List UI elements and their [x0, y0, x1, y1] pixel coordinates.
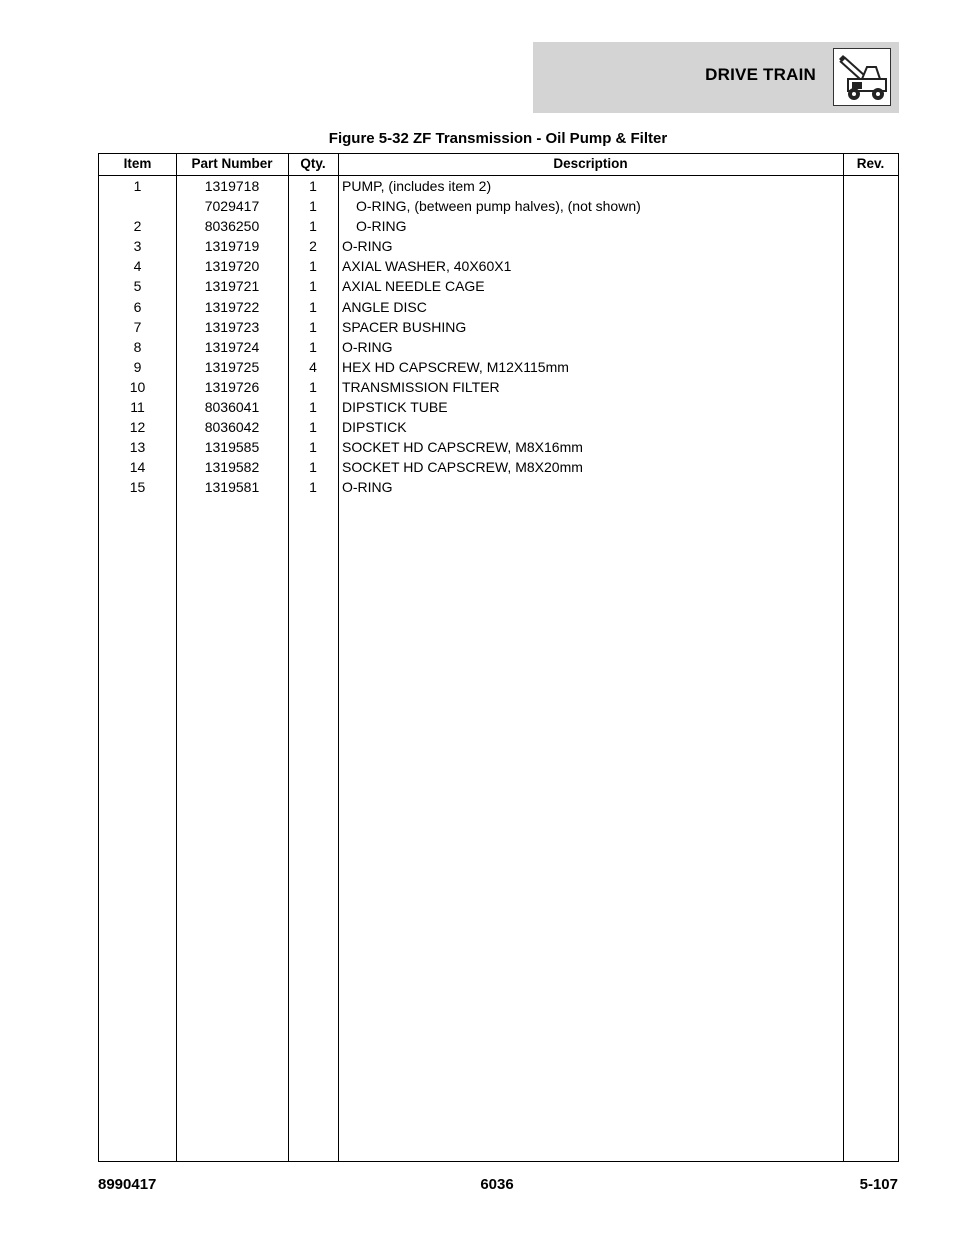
table-row [99, 316, 898, 336]
description-cell: O-RING [342, 238, 393, 255]
item-cell: 5 [133, 278, 142, 295]
table-row [99, 436, 898, 456]
column-header-item: Item [123, 156, 152, 171]
part-number-cell: 8036250 [204, 218, 260, 235]
qty-cell: 1 [309, 459, 317, 476]
column-header-rev: Rev. [856, 156, 885, 171]
description-cell: DIPSTICK TUBE [342, 399, 448, 416]
table-row [99, 356, 898, 376]
part-number-cell: 1319720 [204, 258, 260, 275]
table-row [99, 255, 898, 275]
column-header-qty: Qty. [300, 156, 326, 171]
table-row [99, 275, 898, 295]
machine-drive-train-icon [833, 48, 891, 106]
part-number-cell: 1319585 [204, 439, 260, 456]
description-cell: SOCKET HD CAPSCREW, M8X16mm [342, 439, 583, 456]
qty-cell: 1 [309, 278, 317, 295]
part-number-cell: 1319725 [204, 358, 260, 375]
part-number-cell: 1319718 [204, 178, 260, 194]
description-cell: O-RING [356, 218, 407, 235]
item-cell: 11 [130, 399, 145, 416]
description-cell: O-RING [342, 479, 393, 496]
description-cell: O-RING, (between pump halves), (not shown) [356, 198, 641, 215]
qty-cell: 1 [309, 198, 317, 215]
item-cell: 4 [133, 258, 142, 275]
item-cell: 9 [133, 358, 142, 375]
item-cell: 3 [133, 238, 142, 255]
item-cell: 6 [133, 298, 142, 315]
qty-cell: 1 [309, 258, 317, 275]
section-header [533, 42, 899, 113]
qty-cell: 1 [309, 338, 317, 355]
description-cell: DIPSTICK [342, 419, 407, 436]
item-cell: 8 [133, 338, 142, 355]
table-row [99, 456, 898, 476]
item-cell: 10 [129, 378, 146, 395]
part-number-cell: 7029417 [204, 198, 260, 215]
part-number-cell: 1319721 [204, 278, 260, 295]
column-header-description: Description [553, 156, 628, 171]
qty-cell: 2 [309, 238, 317, 255]
item-cell: 14 [129, 459, 146, 476]
table-row [99, 296, 898, 316]
description-cell: PUMP, (includes item 2) [342, 178, 492, 194]
table-row [99, 416, 898, 436]
item-cell: 12 [129, 419, 146, 436]
item-cell: 1 [133, 178, 142, 194]
description-cell: TRANSMISSION FILTER [342, 378, 500, 395]
item-cell: 2 [133, 218, 142, 235]
footer-model-number: 6036 [480, 1176, 514, 1193]
part-number-cell: 1319724 [204, 338, 260, 355]
description-cell: ANGLE DISC [342, 298, 427, 315]
footer-page-number: 5-107 [859, 1176, 898, 1193]
table-row [99, 235, 898, 255]
qty-cell: 1 [309, 178, 317, 194]
item-cell: 15 [129, 479, 146, 496]
qty-cell: 1 [309, 439, 317, 456]
table-row [99, 336, 898, 356]
qty-cell: 1 [309, 378, 317, 395]
description-cell: O-RING [342, 338, 393, 355]
description-cell: SOCKET HD CAPSCREW, M8X20mm [342, 459, 583, 476]
section-title: DRIVE TRAIN [705, 65, 816, 84]
table-row [99, 195, 898, 215]
part-number-cell: 8036041 [204, 399, 260, 416]
table-row [99, 396, 898, 416]
table-row [99, 215, 898, 235]
column-header-part-number: Part Number [191, 156, 273, 171]
qty-cell: 1 [309, 479, 317, 496]
description-cell: AXIAL WASHER, 40X60X1 [342, 258, 512, 275]
item-cell: 13 [129, 439, 146, 456]
table-row [99, 175, 898, 195]
part-number-cell: 1319581 [204, 479, 260, 496]
qty-cell: 4 [309, 358, 317, 375]
item-cell: 7 [133, 318, 142, 335]
part-number-cell: 1319582 [204, 459, 260, 476]
qty-cell: 1 [309, 399, 317, 416]
footer-manual-number: 8990417 [98, 1176, 157, 1193]
description-cell: AXIAL NEEDLE CAGE [342, 278, 485, 295]
description-cell: SPACER BUSHING [342, 318, 467, 335]
qty-cell: 1 [309, 218, 317, 235]
table-row [99, 376, 898, 396]
qty-cell: 1 [309, 298, 317, 315]
part-number-cell: 1319723 [204, 318, 260, 335]
qty-cell: 1 [309, 419, 317, 436]
table-body [99, 175, 898, 497]
part-number-cell: 8036042 [204, 419, 260, 436]
table-row [99, 476, 898, 496]
figure-title: Figure 5-32 ZF Transmission - Oil Pump & Filter [328, 130, 668, 147]
part-number-cell: 1319726 [204, 378, 260, 395]
qty-cell: 1 [309, 318, 317, 335]
part-number-cell: 1319719 [204, 238, 260, 255]
description-cell: HEX HD CAPSCREW, M12X115mm [342, 358, 569, 375]
part-number-cell: 1319722 [204, 298, 260, 315]
parts-table [98, 153, 899, 1162]
